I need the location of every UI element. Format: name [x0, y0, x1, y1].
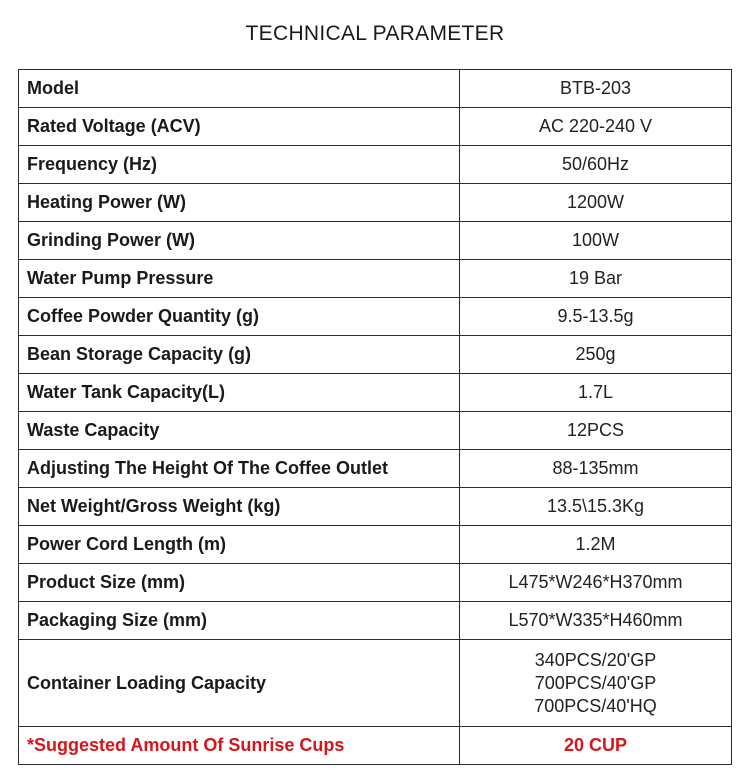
param-value: AC 220-240 V	[460, 108, 732, 146]
param-label: Product Size (mm)	[19, 564, 460, 602]
table-row	[19, 450, 732, 488]
param-label: Container Loading Capacity	[19, 640, 460, 727]
page-title: TECHNICAL PARAMETER	[245, 22, 505, 45]
table-row	[19, 70, 732, 108]
param-label: Packaging Size (mm)	[19, 602, 460, 640]
suggested-cups-value: 20 CUP	[460, 727, 732, 765]
param-label: Water Tank Capacity(L)	[19, 374, 460, 412]
table-row	[19, 146, 732, 184]
param-value: 1200W	[460, 184, 732, 222]
table-row	[19, 108, 732, 146]
suggested-cups-label: *Suggested Amount Of Sunrise Cups	[19, 727, 460, 765]
param-value: 88-135mm	[460, 450, 732, 488]
table-row	[19, 336, 732, 374]
table-row	[19, 222, 732, 260]
param-label: Model	[19, 70, 460, 108]
param-value: 50/60Hz	[460, 146, 732, 184]
param-label: Adjusting The Height Of The Coffee Outlet	[19, 450, 460, 488]
param-label: Frequency (Hz)	[19, 146, 460, 184]
param-value: 1.7L	[460, 374, 732, 412]
param-value: 1.2M	[460, 526, 732, 564]
table-row	[19, 488, 732, 526]
param-value: 9.5-13.5g	[460, 298, 732, 336]
param-label: Coffee Powder Quantity (g)	[19, 298, 460, 336]
table-row	[19, 412, 732, 450]
param-value: 19 Bar	[460, 260, 732, 298]
param-value: 12PCS	[460, 412, 732, 450]
param-label: Power Cord Length (m)	[19, 526, 460, 564]
param-label: Waste Capacity	[19, 412, 460, 450]
table-row	[19, 298, 732, 336]
param-value: 100W	[460, 222, 732, 260]
technical-parameter-table	[18, 69, 732, 765]
container-value-40hq: 700PCS/40'HQ	[534, 695, 657, 716]
table-row	[19, 564, 732, 602]
param-label: Rated Voltage (ACV)	[19, 108, 460, 146]
container-value-40gp: 700PCS/40'GP	[534, 672, 657, 693]
param-value: L570*W335*H460mm	[460, 602, 732, 640]
table-row	[19, 374, 732, 412]
container-value-20gp: 340PCS/20'GP	[534, 649, 657, 670]
table-row	[19, 184, 732, 222]
param-value: 250g	[460, 336, 732, 374]
param-label: Bean Storage Capacity (g)	[19, 336, 460, 374]
table-row	[19, 260, 732, 298]
param-label: Water Pump Pressure	[19, 260, 460, 298]
param-label: Net Weight/Gross Weight (kg)	[19, 488, 460, 526]
table-row-container-loading	[19, 640, 732, 727]
param-label: Heating Power (W)	[19, 184, 460, 222]
param-value: L475*W246*H370mm	[460, 564, 732, 602]
table-row	[19, 526, 732, 564]
param-label: Grinding Power (W)	[19, 222, 460, 260]
param-value: 13.5\15.3Kg	[460, 488, 732, 526]
table-row-suggested-cups	[19, 727, 732, 765]
container-loading-values	[460, 640, 732, 727]
param-value: BTB-203	[460, 70, 732, 108]
table-row	[19, 602, 732, 640]
